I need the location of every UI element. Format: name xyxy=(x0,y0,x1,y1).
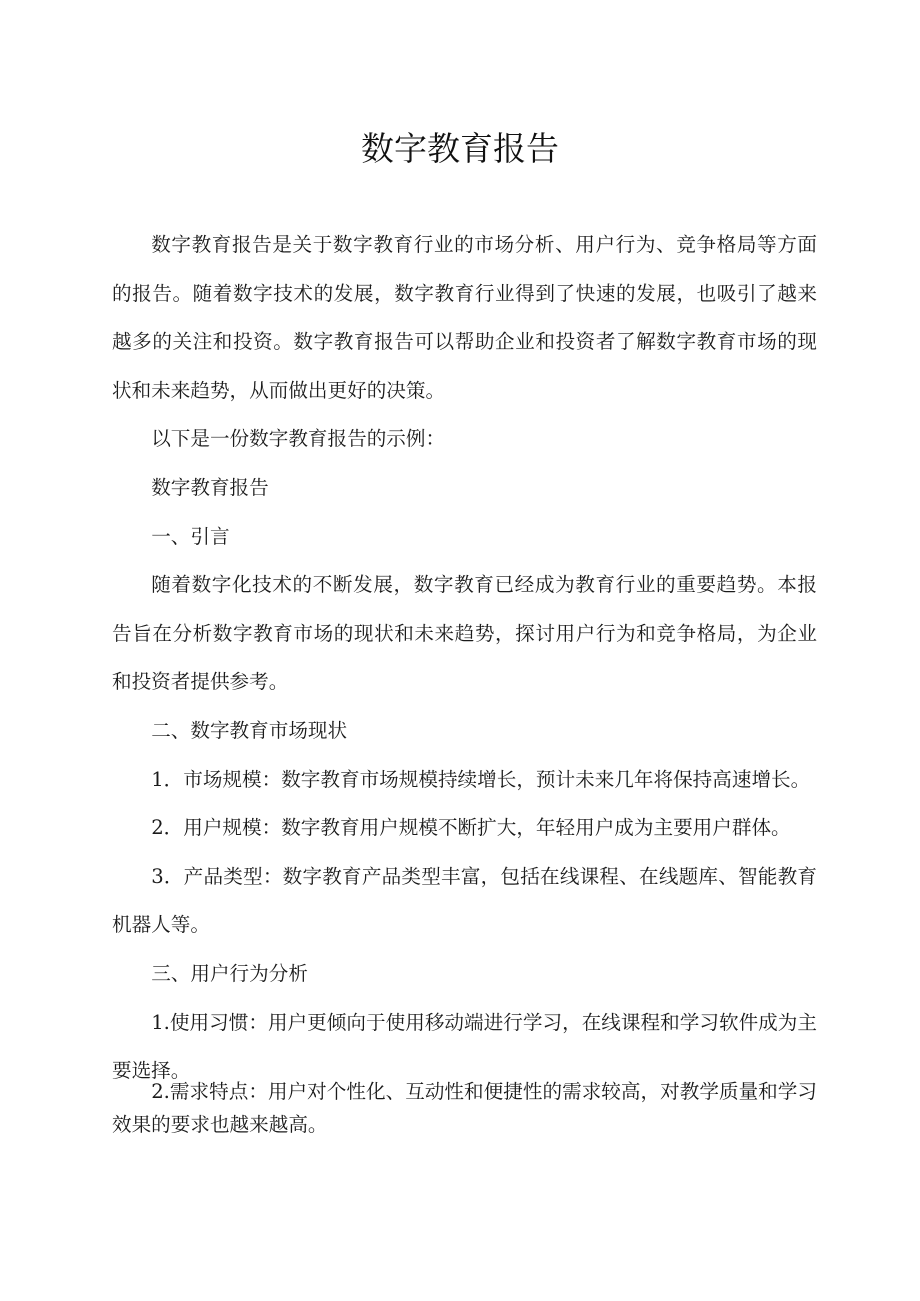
paragraph-example-lead: 以下是一份数字教育报告的示例： xyxy=(151,427,446,451)
document-title: 数字教育报告 xyxy=(361,129,559,168)
section-heading-market-status: 二、数字教育市场现状 xyxy=(151,718,348,742)
paragraph-introduction: 随着数字化技术的不断发展，数字教育已经成为教育行业的重要趋势。本报告旨在分析数字教育市场的现状和未来趋势，探讨用户行为和竞争格局，为企业和投资者提供参考。 xyxy=(112,573,817,694)
list-item-user-size: 2．用户规模：数字教育用户规模不断扩大，年轻用户成为主要用户群体。 xyxy=(151,816,791,840)
list-item-market-size: 1．市场规模：数字教育市场规模持续增长，预计未来几年将保持高速增长。 xyxy=(151,767,811,791)
list-item-product-types: 3．产品类型：数字教育产品类型丰富，包括在线课程、在线题库、智能教育机器人等。 xyxy=(112,864,817,937)
document-body-tail xyxy=(112,1075,817,1141)
section-heading-user-behavior: 三、用户行为分析 xyxy=(151,961,308,985)
list-item-demand-features: 2.需求特点：用户对个性化、互动性和便捷性的需求较高，对教学质量和学习效果的要求也越来越高。 xyxy=(112,1080,817,1136)
list-item-usage-habits: 1.使用习惯：用户更倾向于使用移动端进行学习，在线课程和学习软件成为主要选择。 xyxy=(112,1010,817,1083)
document-body xyxy=(112,221,817,1096)
paragraph-report-title: 数字教育报告 xyxy=(151,475,269,499)
paragraph-intro: 数字教育报告是关于数字教育行业的市场分析、用户行为、竞争格局等方面的报告。随着数字技术的发展，数字教育行业得到了快速的发展，也吸引了越来越多的关注和投资。数字教育报告可以帮助企业和投资者了解数字教育市场的现状和未来趋势，从而做出更好的决策。 xyxy=(112,233,817,402)
section-heading-introduction: 一、引言 xyxy=(151,524,230,548)
